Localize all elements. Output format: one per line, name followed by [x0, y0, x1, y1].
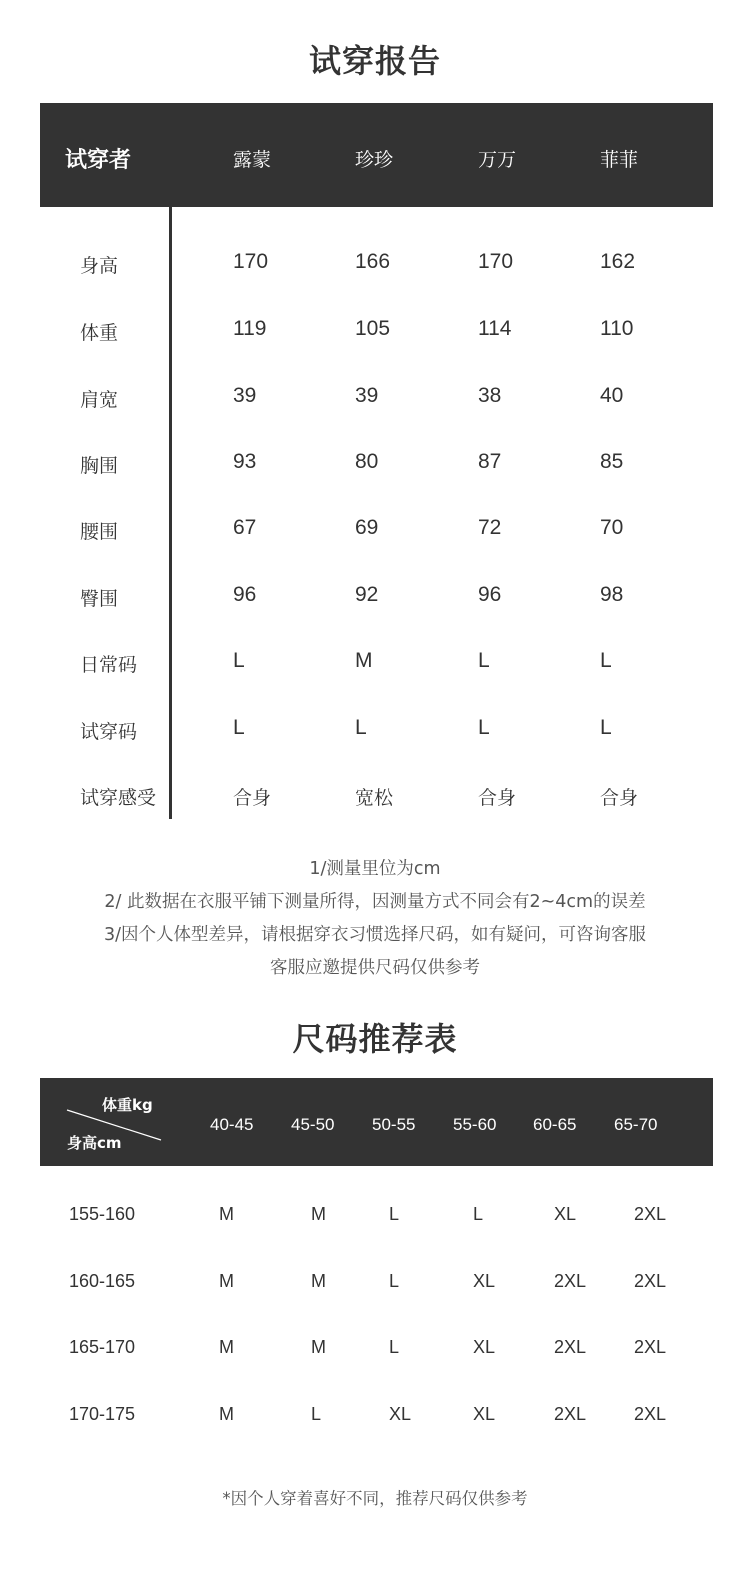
tryon-header-bar [40, 103, 713, 207]
row-value: 105 [355, 317, 391, 340]
row-value: 40 [600, 384, 624, 407]
row-value: 170 [233, 250, 269, 273]
row-value: 38 [478, 384, 502, 407]
size-header-bar [40, 1078, 713, 1166]
note-line: 客服应邀提供尺码仅供参考 [270, 958, 480, 978]
row-label: 腰围 [80, 521, 119, 543]
row-value: L [478, 649, 490, 672]
row-value: 85 [600, 450, 624, 473]
row-value: L [600, 716, 612, 739]
row-label: 身高 [80, 255, 119, 277]
row-label: 试穿码 [80, 721, 138, 743]
size-value: L [389, 1337, 400, 1357]
weight-range: 55-60 [453, 1115, 497, 1134]
row-value: 96 [233, 583, 257, 606]
row-value: L [233, 716, 245, 739]
row-label: 肩宽 [80, 389, 119, 411]
row-label: 试穿感受 [80, 787, 157, 809]
row-value: L [233, 649, 245, 672]
size-value: 2XL [554, 1404, 587, 1424]
weight-range: 40-45 [210, 1115, 254, 1134]
row-value: M [355, 649, 373, 672]
row-label: 日常码 [80, 654, 138, 676]
size-value: L [311, 1404, 322, 1424]
row-value: 70 [600, 516, 624, 539]
size-value: L [473, 1204, 484, 1224]
size-value: L [389, 1271, 400, 1291]
size-value: XL [473, 1404, 496, 1424]
row-value: 93 [233, 450, 257, 473]
row-label: 臀围 [80, 588, 119, 610]
size-value: 2XL [634, 1337, 667, 1357]
row-value: 合身 [478, 787, 517, 809]
tester-name: 万万 [478, 149, 517, 171]
row-label: 体重 [80, 322, 119, 344]
tryon-header-label: 试穿者 [65, 148, 132, 173]
size-value: M [311, 1204, 326, 1224]
measure-notes [0, 853, 750, 985]
weight-range: 50-55 [372, 1115, 416, 1134]
row-value: 69 [355, 516, 379, 539]
size-value: M [311, 1271, 326, 1291]
height-range: 165-170 [69, 1337, 136, 1357]
tester-name: 露蒙 [233, 149, 272, 171]
row-value: 67 [233, 516, 257, 539]
note-line: 1/测量里位为cm [309, 859, 441, 879]
size-value: XL [473, 1271, 496, 1291]
tryon-title: 试穿报告 [308, 42, 441, 80]
height-range: 160-165 [69, 1271, 136, 1291]
row-value: 92 [355, 583, 379, 606]
size-value: M [219, 1404, 234, 1424]
height-range: 170-175 [69, 1404, 136, 1424]
size-value: M [311, 1337, 326, 1357]
size-footnote: *因个人穿着喜好不同，推荐尺码仅供参考 [222, 1489, 528, 1508]
row-value: 98 [600, 583, 624, 606]
row-value: 162 [600, 250, 636, 273]
size-value: M [219, 1337, 234, 1357]
size-value: M [219, 1204, 234, 1224]
note-line: 2/ 此数据在衣服平铺下测量所得，因测量方式不同会有2~4cm的误差 [104, 892, 646, 912]
weight-range: 60-65 [533, 1115, 577, 1134]
row-value: L [600, 649, 612, 672]
row-value: 119 [233, 317, 267, 340]
tester-name: 珍珍 [355, 149, 394, 171]
row-value: 宽松 [355, 787, 394, 809]
size-value: M [219, 1271, 234, 1291]
row-value: 72 [478, 516, 502, 539]
tester-name: 菲菲 [600, 149, 639, 171]
size-value: XL [389, 1404, 412, 1424]
size-value: XL [473, 1337, 496, 1357]
size-value: 2XL [554, 1271, 587, 1291]
size-value: 2XL [634, 1404, 667, 1424]
row-value: L [478, 716, 490, 739]
weight-range: 45-50 [291, 1115, 335, 1134]
size-chart-title: 尺码推荐表 [292, 1020, 458, 1058]
row-value: 166 [355, 250, 391, 273]
row-label: 胸围 [80, 455, 119, 477]
weight-range: 65-70 [614, 1115, 658, 1134]
row-value: 114 [478, 317, 512, 340]
row-value: 39 [355, 384, 379, 407]
row-value: 110 [600, 317, 634, 340]
height-range: 155-160 [69, 1204, 136, 1224]
note-line: 3/因个人体型差异，请根据穿衣习惯选择尺码，如有疑问，可咨询客服 [103, 925, 647, 945]
row-value: 合身 [600, 787, 639, 809]
size-value: 2XL [634, 1204, 667, 1224]
size-value: XL [554, 1204, 577, 1224]
row-value: 87 [478, 450, 502, 473]
row-value: 合身 [233, 787, 272, 809]
row-value: 80 [355, 450, 379, 473]
row-value: L [355, 716, 367, 739]
row-value: 39 [233, 384, 257, 407]
corner-weight-label: 体重kg [102, 1096, 153, 1114]
size-value: L [389, 1204, 400, 1224]
size-value: 2XL [554, 1337, 587, 1357]
size-value: 2XL [634, 1271, 667, 1291]
corner-height-label: 身高cm [67, 1134, 122, 1152]
row-value: 96 [478, 583, 502, 606]
tryon-divider [169, 207, 172, 819]
row-value: 170 [478, 250, 514, 273]
